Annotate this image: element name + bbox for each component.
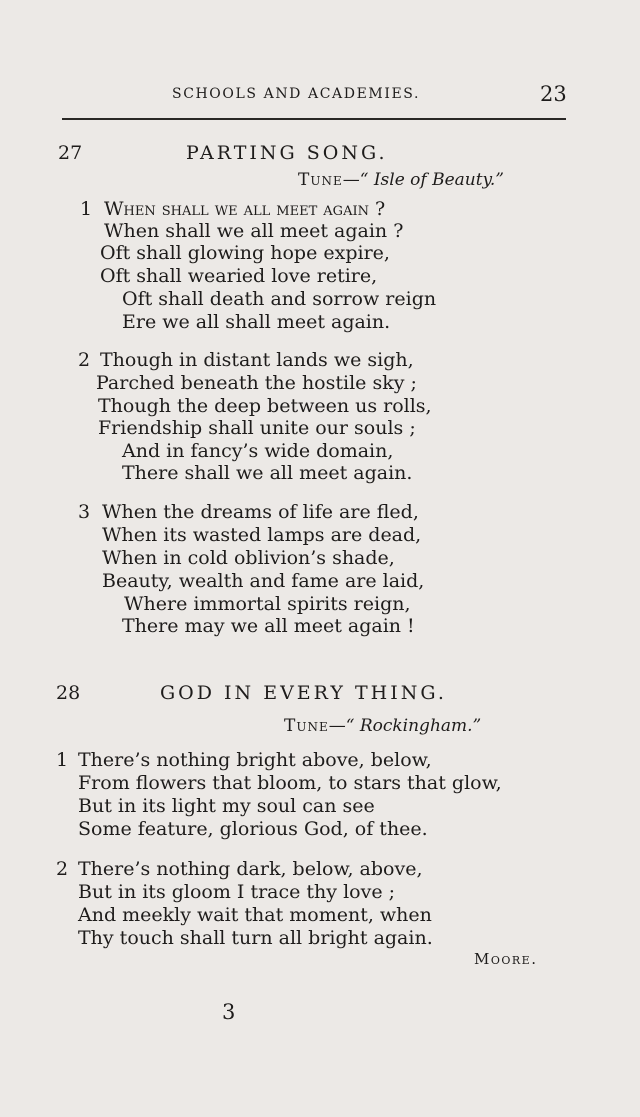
verse-line: Parched beneath the hostile sky ; [96, 372, 417, 394]
verse-line: When the dreams of life are fled, [102, 501, 419, 523]
hymn-27-tune [298, 170, 504, 190]
hymn-28-title: GOD IN EVERY THING. [160, 682, 447, 704]
author-attribution: Moore. [474, 950, 538, 968]
tune-label: Tune [298, 170, 343, 190]
hymn-27-number: 27 [58, 142, 83, 164]
verse-line: There’s nothing bright above, below, [78, 749, 432, 771]
verse-line: But in its light my soul can see [78, 795, 375, 817]
verse-line: Oft shall wearied love retire, [100, 265, 378, 287]
header-rule [62, 118, 566, 120]
verse-line: There may we all meet again ! [122, 615, 415, 637]
hymn-27-title: PARTING SONG. [186, 142, 388, 164]
hymn-28-number: 28 [56, 682, 81, 704]
verse-line: When shall we all meet again ? [104, 198, 386, 220]
verse-line: When its wasted lamps are dead, [102, 524, 422, 546]
verse-line: There shall we all meet again. [122, 462, 413, 484]
verse-line: Oft shall death and sorrow reign [122, 288, 437, 310]
verse-line: Where immortal spirits reign, [124, 593, 411, 615]
verse-line: Oft shall glowing hope expire, [100, 242, 390, 264]
tune-label: Tune [284, 716, 329, 736]
tune-name: —“ Rockingham.” [328, 716, 482, 736]
verse-line: Ere we all shall meet again. [122, 311, 391, 333]
verse-line: Beauty, wealth and fame are laid, [102, 570, 425, 592]
signature-mark: 3 [222, 1000, 236, 1024]
verse-number: 1 [80, 198, 93, 220]
hymn-28-tune [284, 716, 481, 736]
verse-line: When shall we all meet again ? [104, 220, 404, 242]
verse-line: Though the deep between us rolls, [98, 395, 432, 417]
verse-line: But in its gloom I trace thy love ; [78, 881, 395, 903]
verse-number: 3 [78, 501, 91, 523]
verse-number: 2 [78, 349, 91, 371]
verse-line: From flowers that bloom, to stars that glow, [78, 772, 502, 794]
verse-number: 2 [56, 858, 69, 880]
page-number: 23 [540, 82, 567, 106]
verse-line: And meekly wait that moment, when [78, 904, 432, 926]
verse-number: 1 [56, 749, 69, 771]
verse-line: Some feature, glorious God, of thee. [78, 818, 428, 840]
verse-line: There’s nothing dark, below, above, [78, 858, 423, 880]
running-title: SCHOOLS AND ACADEMIES. [172, 86, 421, 102]
verse-line: Though in distant lands we sigh, [100, 349, 414, 371]
verse-line: Thy touch shall turn all bright again. [78, 927, 433, 949]
verse-line: Friendship shall unite our souls ; [98, 417, 416, 439]
verse-line: And in fancy’s wide domain, [122, 440, 394, 462]
verse-line: When in cold oblivion’s shade, [102, 547, 395, 569]
tune-name: —“ Isle of Beauty.” [342, 170, 504, 190]
